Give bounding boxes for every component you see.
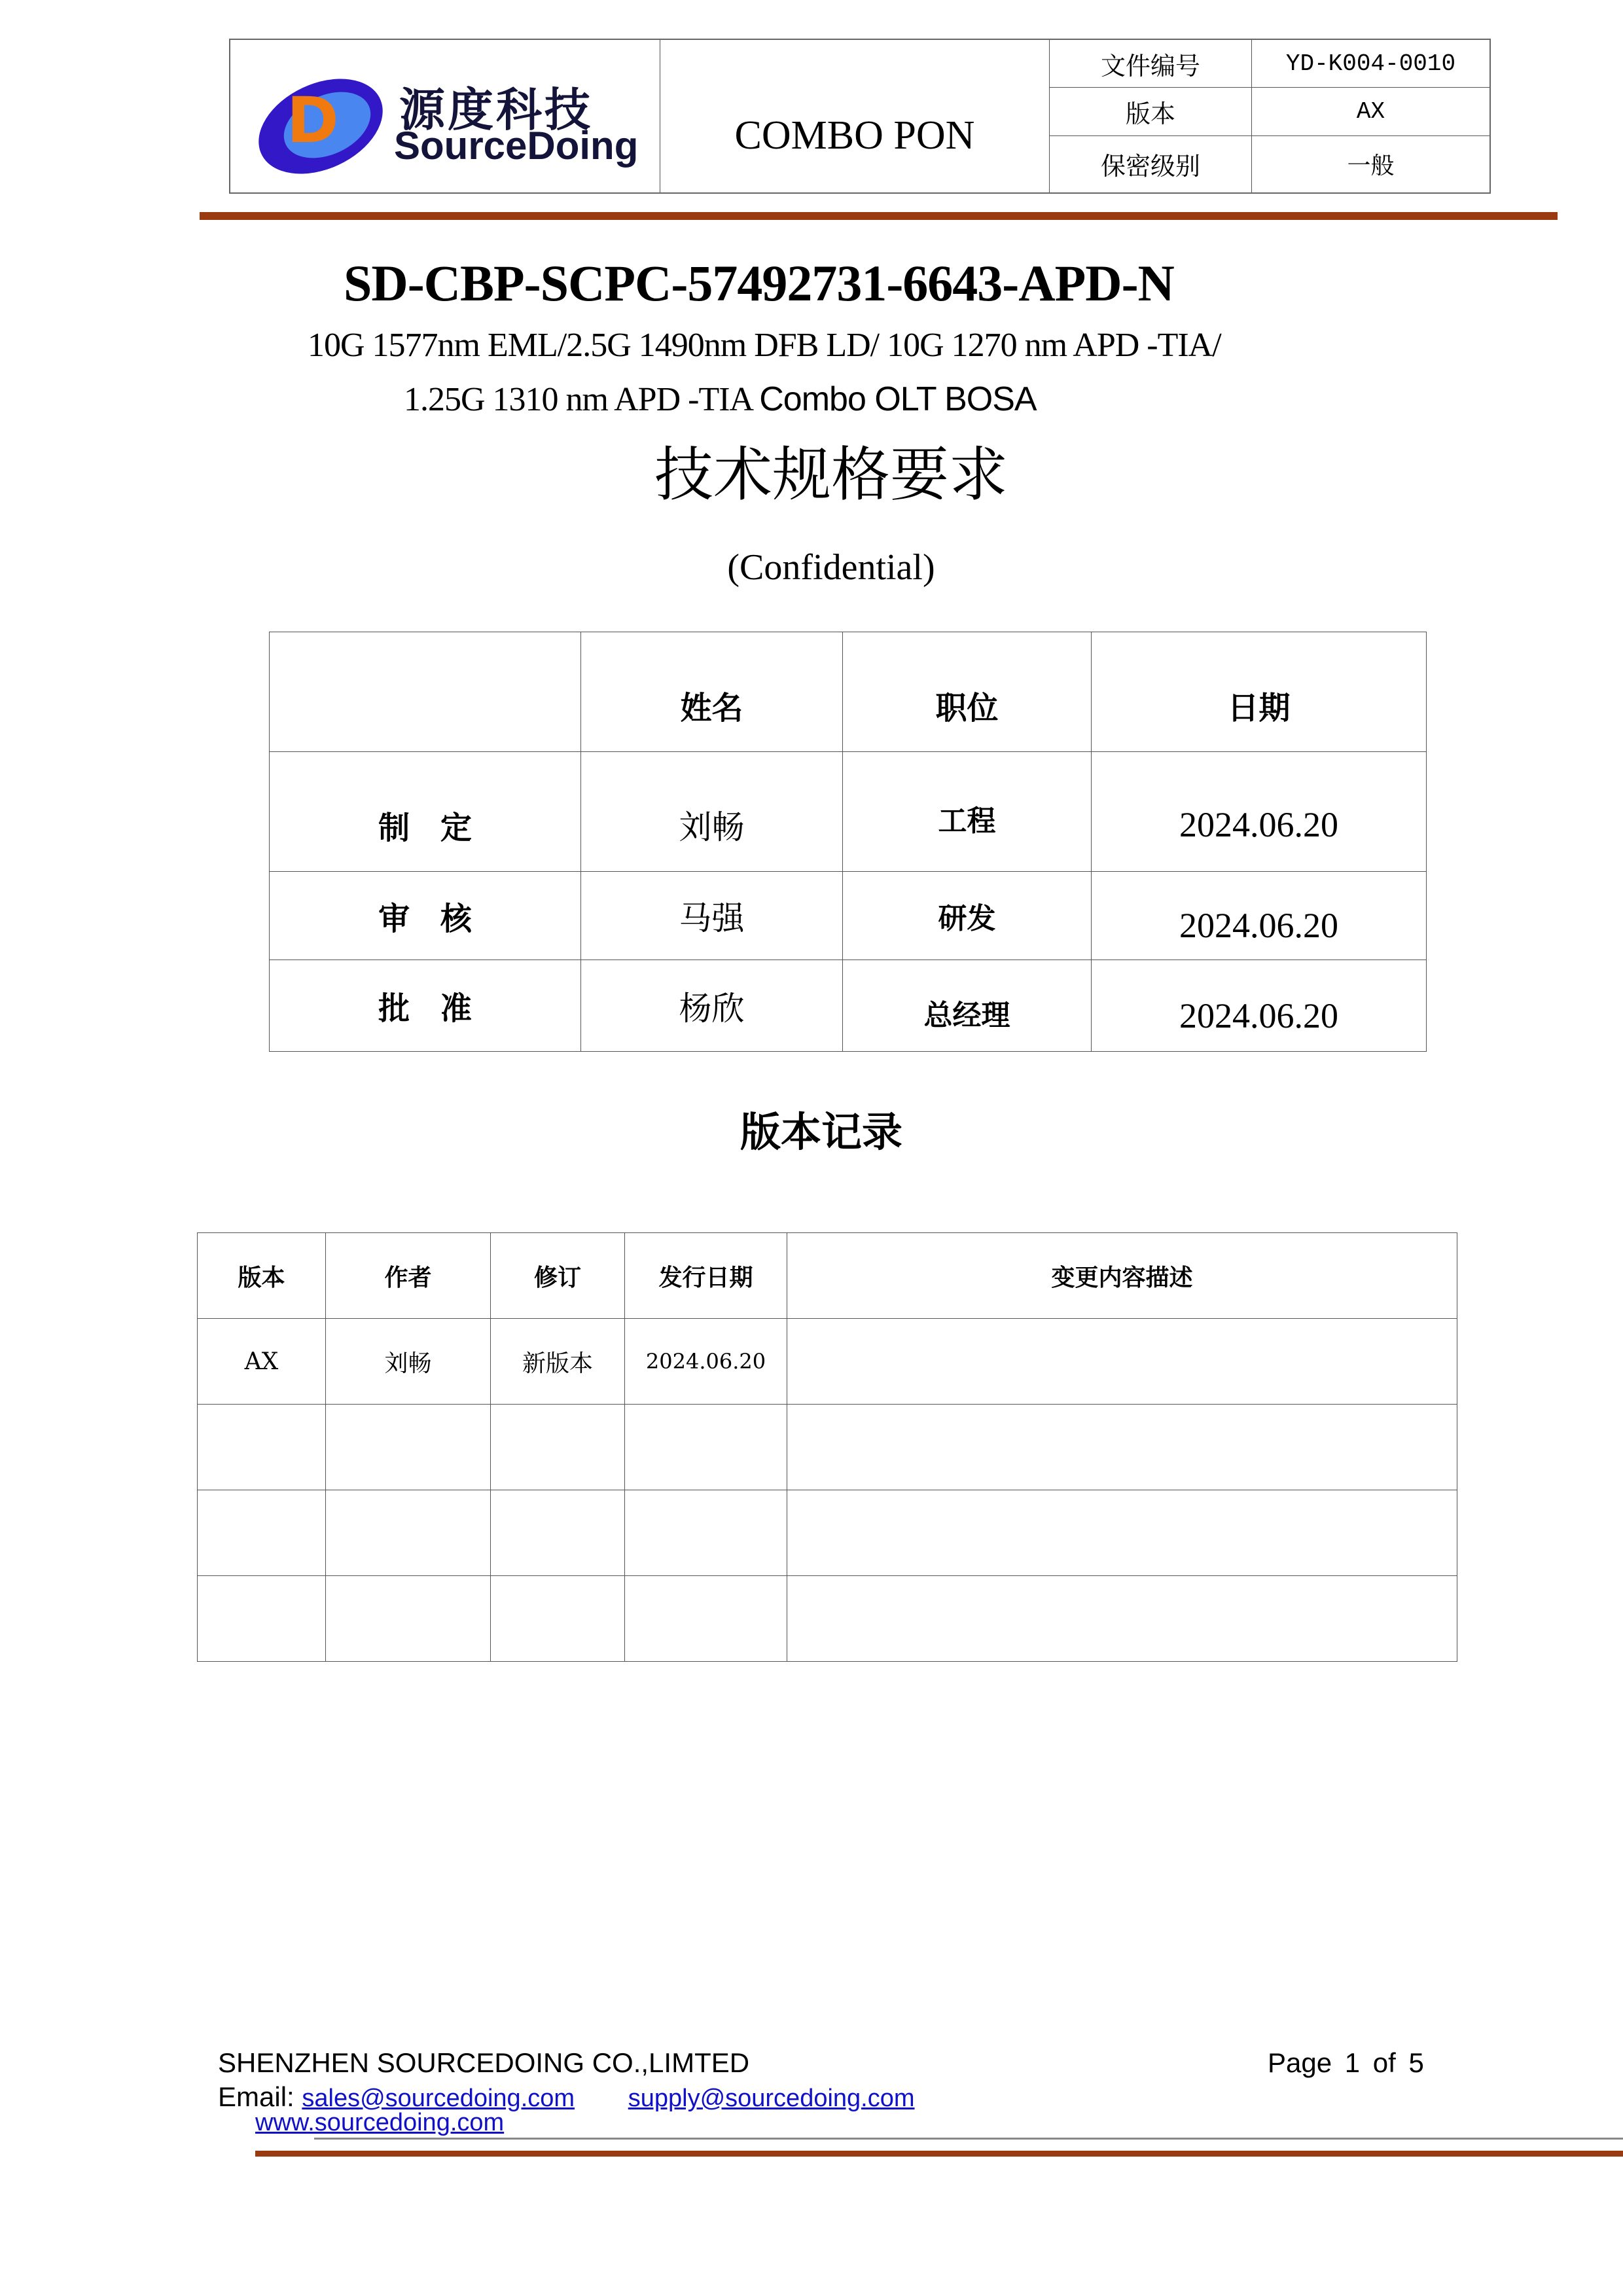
product-name: COMBO PON [660,39,1050,193]
document-header-table [229,39,1491,194]
email-supply-link[interactable]: supply@sourcedoing.com [628,2085,915,2112]
revision-header-revision: 修订 [491,1233,625,1319]
approval-header-date: 日期 [1092,632,1427,752]
revision-date [625,1490,787,1576]
revision-header-version: 版本 [198,1233,326,1319]
table-header-row [198,1233,1457,1319]
revision-description [787,1319,1457,1405]
revision-type: 新版本 [491,1319,625,1405]
logo-cell [230,39,660,193]
approval-person: 马强 [581,872,843,960]
doc-number-value: YD-K004-0010 [1252,39,1491,88]
security-level-label: 保密级别 [1050,135,1252,193]
table-row [270,960,1427,1052]
email-sales-link[interactable]: sales@sourcedoing.com [302,2085,575,2112]
part-number-title: SD-CBP-SCPC-57492731-6643-APD-N [344,255,1174,312]
approval-role: 审 核 [270,872,581,960]
table-row [270,872,1427,960]
approval-role: 批 准 [270,960,581,1052]
revision-version [198,1576,326,1662]
page-label: Page [1268,2047,1332,2078]
version-label: 版本 [1050,88,1252,135]
logo-en-name: SourceDoing [394,123,639,168]
revision-version [198,1490,326,1576]
approval-header-name: 姓名 [581,632,843,752]
footer-email-line [218,2081,915,2113]
revision-type [491,1405,625,1490]
footer-website-line [255,2109,504,2137]
revision-author [326,1405,491,1490]
footer-page-number [1268,2047,1424,2079]
revision-description [787,1576,1457,1662]
version-value: AX [1252,88,1491,135]
revision-header-date: 发行日期 [625,1233,787,1319]
revision-type [491,1576,625,1662]
approval-position: 总经理 [843,960,1092,1052]
doc-number-label: 文件编号 [1050,39,1252,88]
security-level-value: 一般 [1252,135,1491,193]
table-row [198,1490,1457,1576]
subtitle-line-2-sans: Combo OLT BOSA [759,380,1037,418]
revision-author: 刘畅 [326,1319,491,1405]
approval-header-position: 职位 [843,632,1092,752]
approval-date: 2024.06.20 [1092,752,1427,872]
email-label: Email: [218,2081,294,2112]
logo-d-icon: D [287,83,339,157]
subtitle-line-2 [404,380,1037,419]
revision-author [326,1490,491,1576]
table-row [198,1405,1457,1490]
confidential-label: (Confidential) [727,547,935,588]
website-link[interactable]: www.sourcedoing.com [255,2109,505,2136]
footer-divider [255,2151,1623,2157]
revision-date [625,1576,787,1662]
approval-date: 2024.06.20 [1092,872,1427,960]
revision-version: AX [198,1319,326,1405]
header-divider [200,212,1558,220]
company-logo [249,64,641,169]
spec-heading: 技术规格要求 [654,440,1008,509]
approval-table [269,632,1427,1052]
revision-type [491,1490,625,1576]
logo-cn-name: 源度科技 [399,82,593,137]
revision-description [787,1405,1457,1490]
approval-role: 制 定 [270,752,581,872]
subtitle-line-2-serif: 1.25G 1310 nm APD -TIA [404,381,760,418]
approval-person: 刘畅 [581,752,843,872]
revision-author [326,1576,491,1662]
revision-header-description: 变更内容描述 [787,1233,1457,1319]
revision-date [625,1405,787,1490]
table-row [198,1576,1457,1662]
footer-thin-divider [314,2138,1623,2140]
table-row [270,752,1427,872]
revision-description [787,1490,1457,1576]
revision-version [198,1405,326,1490]
table-row [198,1319,1457,1405]
approval-header-blank [270,632,581,752]
page-of: of [1372,2047,1396,2078]
page-current: 1 [1344,2047,1361,2078]
approval-position: 工程 [843,752,1092,872]
revision-record-title: 版本记录 [740,1108,902,1156]
approval-date: 2024.06.20 [1092,960,1427,1052]
page-total: 5 [1408,2047,1424,2078]
footer-company: SHENZHEN SOURCEDOING CO.,LIMTED [218,2047,750,2078]
approval-person: 杨欣 [581,960,843,1052]
revision-header-author: 作者 [326,1233,491,1319]
revision-date: 2024.06.20 [625,1319,787,1405]
revision-table [197,1232,1457,1662]
subtitle-line-1: 10G 1577nm EML/2.5G 1490nm DFB LD/ 10G 1270 nm APD -TIA/ [308,327,1221,364]
approval-position: 研发 [843,872,1092,960]
